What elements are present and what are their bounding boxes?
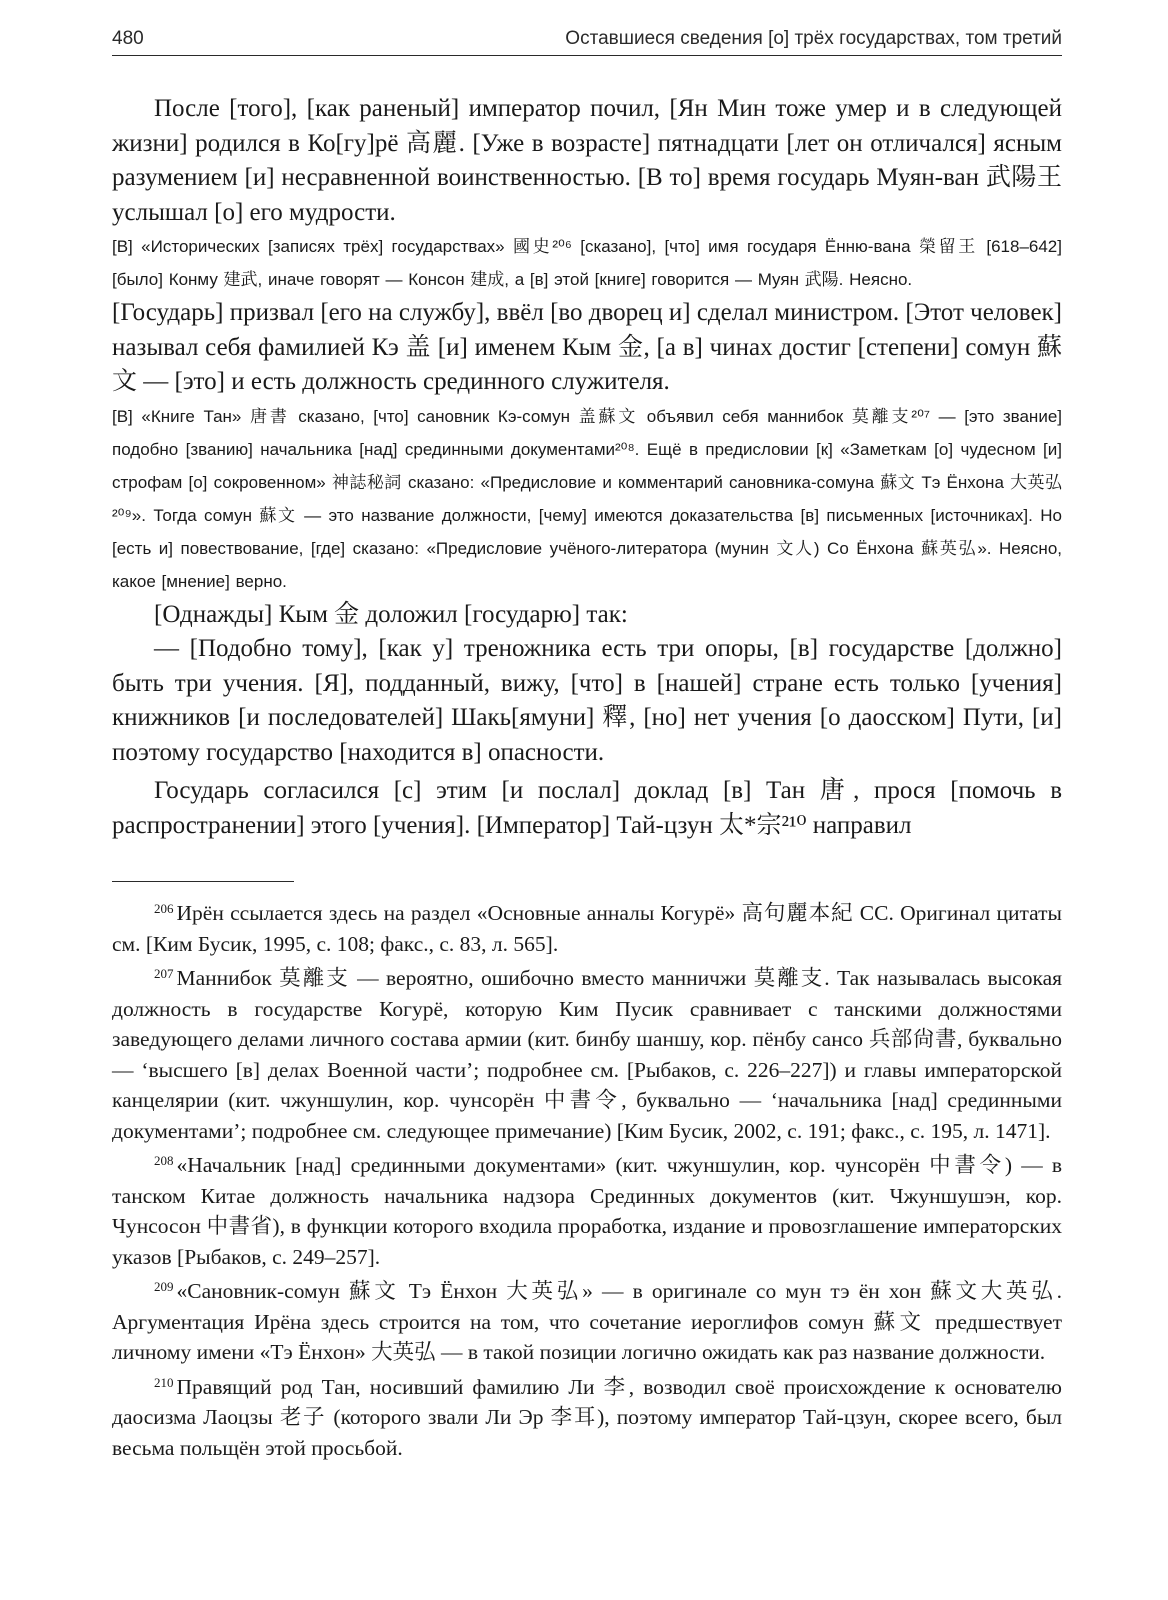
paragraph-1: После [того], [как раненый] император почил, [Ян Мин тоже умер и в следующей жизни] родился в Ко[гу]рё 高麗. [Уже в возрасте] пятнадцати [лет он отличался] ясным разумением [и] несравненной воинственностью. [В то] время государь Муян-ван 武陽王 услышал [о] его мудрости. — [112, 95, 1062, 226]
footnote-divider — [112, 881, 294, 882]
page-number: 480 — [112, 28, 144, 49]
footnote-number: 208 — [154, 1153, 174, 1168]
footnote-207 — [112, 959, 1062, 1146]
footnote-208 — [112, 1146, 1062, 1272]
paragraph-5: Государь согласился [с] этим [и послал] доклад [в] Тан 唐, прося [помочь в распространении] этого [учения]. [Император] Тай-цзун 太*宗²¹⁰ направил — [112, 777, 1062, 839]
footnote-206 — [112, 894, 1062, 959]
paragraph-2: [Государь] призвал [его на службу], ввёл [во дворец и] сделал министром. [Этот человек] называл себя фамилией Кэ 盖 [и] именем Кым 金, [а в] чинах достиг [степени] сомун 蘇文 — [это] и есть должность срединного служителя. — [112, 299, 1063, 395]
footnotes — [112, 894, 1062, 1463]
footnote-text: «Начальник [над] срединными документами» (кит. чжуншулин, кор. чунсорён 中書令) — в танском Китае должность начальника надзора Срединных документов (кит. Чжуншушэн, кор. Чунсосон 中書省), в функции которого входила проработка, издание и провозглашение императорских указов [Рыбаков, с. 249–257]. — [112, 1153, 1062, 1269]
paragraph-4: — [Подобно тому], [как у] треножника есть три опоры, [в] государстве [должно] быть три учения. [Я], подданный, вижу, [что] в [нашей] стране есть только [учения] книжников [и последователей] Шакь[ямуни] 釋, [но] нет учения [о даосском] Пути, [и] поэтому государство [находится в] опасности. — [112, 635, 1062, 766]
footnote-text: Ирён ссылается здесь на раздел «Основные анналы Когурё» 高句麗本紀 СС. Оригинал цитаты см. [Ким Бусик, 1995, с. 108; факс., с. 83, л. 565]. — [112, 901, 1062, 956]
footnote-number: 209 — [154, 1279, 174, 1294]
commentary-2: [В] «Книге Тан» 唐書 сказано, [что] сановник Кэ-сомун 盖蘇文 объявил себя маннибок 莫離支²⁰⁷ — [это звание] подобно [званию] начальника [над] срединными документами²⁰⁸. Ещё в предисловии [к] «Заметкам [о] чудесном [и] строфам [о] сокровенном» 神誌秘詞 сказано: «Предисловие и комментарий сановника-сомуна 蘇文 Тэ Ёнхона 大英弘²⁰⁹». Тогда сомун 蘇文 — это название должности, [чему] имеются доказательства [в] письменных [источниках]. Но [есть и] повествование, [где] сказано: «Предисловие учёного-литератора (мунин 文人) Со Ёнхона 蘇英弘». Неясно, какое [мнение] верно. — [112, 406, 1062, 591]
footnote-text: Маннибок 莫離支 — вероятно, ошибочно вместо манничжи 莫離支. Так называлась высокая должность в государстве Когурё, которую Ким Пусик сравнивает с танскими должностями заведующего делами личного состава армии (кит. бинбу шаншу, кор. пёнбу сансо 兵部尙書, буквально — ‘высшего [в] делах Военной части’; подробнее см. [Рыбаков, с. 226–227]) и главы императорской канцелярии (кит. чжуншулин, кор. чунсорён 中書令, буквально — ‘начальника [над] срединными документами’; подробнее см. следующее примечание) [Ким Бусик, 2002, с. 191; факс., с. 195, л. 1471]. — [112, 966, 1062, 1143]
footnote-209 — [112, 1272, 1062, 1368]
running-title: Оставшиеся сведения [о] трёх государствах, том третий — [565, 28, 1062, 49]
running-head — [112, 28, 1062, 56]
book-page — [112, 28, 1062, 1463]
main-text — [112, 92, 1062, 843]
footnote-number: 207 — [154, 966, 174, 981]
paragraph-3: [Однажды] Кым 金 доложил [государю] так: — [154, 600, 628, 628]
footnote-210 — [112, 1368, 1062, 1464]
footnote-text: Правящий род Тан, носивший фамилию Ли 李, возводил своё происхождение к основателю даосизма Лаоцзы 老子 (которого звали Ли Эр 李耳), поэтому император Тай-цзун, скорее всего, был весьма польщён этой просьбой. — [112, 1374, 1062, 1460]
footnote-number: 206 — [154, 901, 174, 916]
footnote-number: 210 — [154, 1374, 174, 1390]
footnote-text: «Сановник-сомун 蘇文 Тэ Ёнхон 大英弘» — в оригинале со мун тэ ён хон 蘇文大英弘. Аргументация Ирёна здесь строится на том, что сочетание иероглифов сомун 蘇文 предшествует личному имени «Тэ Ёнхон» 大英弘 — в такой позиции логично ожидать как раз название должности. — [112, 1279, 1062, 1364]
commentary-1: [В] «Исторических [записях трёх] государствах» 國史²⁰⁶ [сказано], [что] имя государя Ённю-вана 榮留王 [618–642] [было] Конму 建武, иначе говорят — Консон 建成, а [в] этой [книге] говорится — Муян 武陽. Неясно. — [112, 237, 1062, 289]
